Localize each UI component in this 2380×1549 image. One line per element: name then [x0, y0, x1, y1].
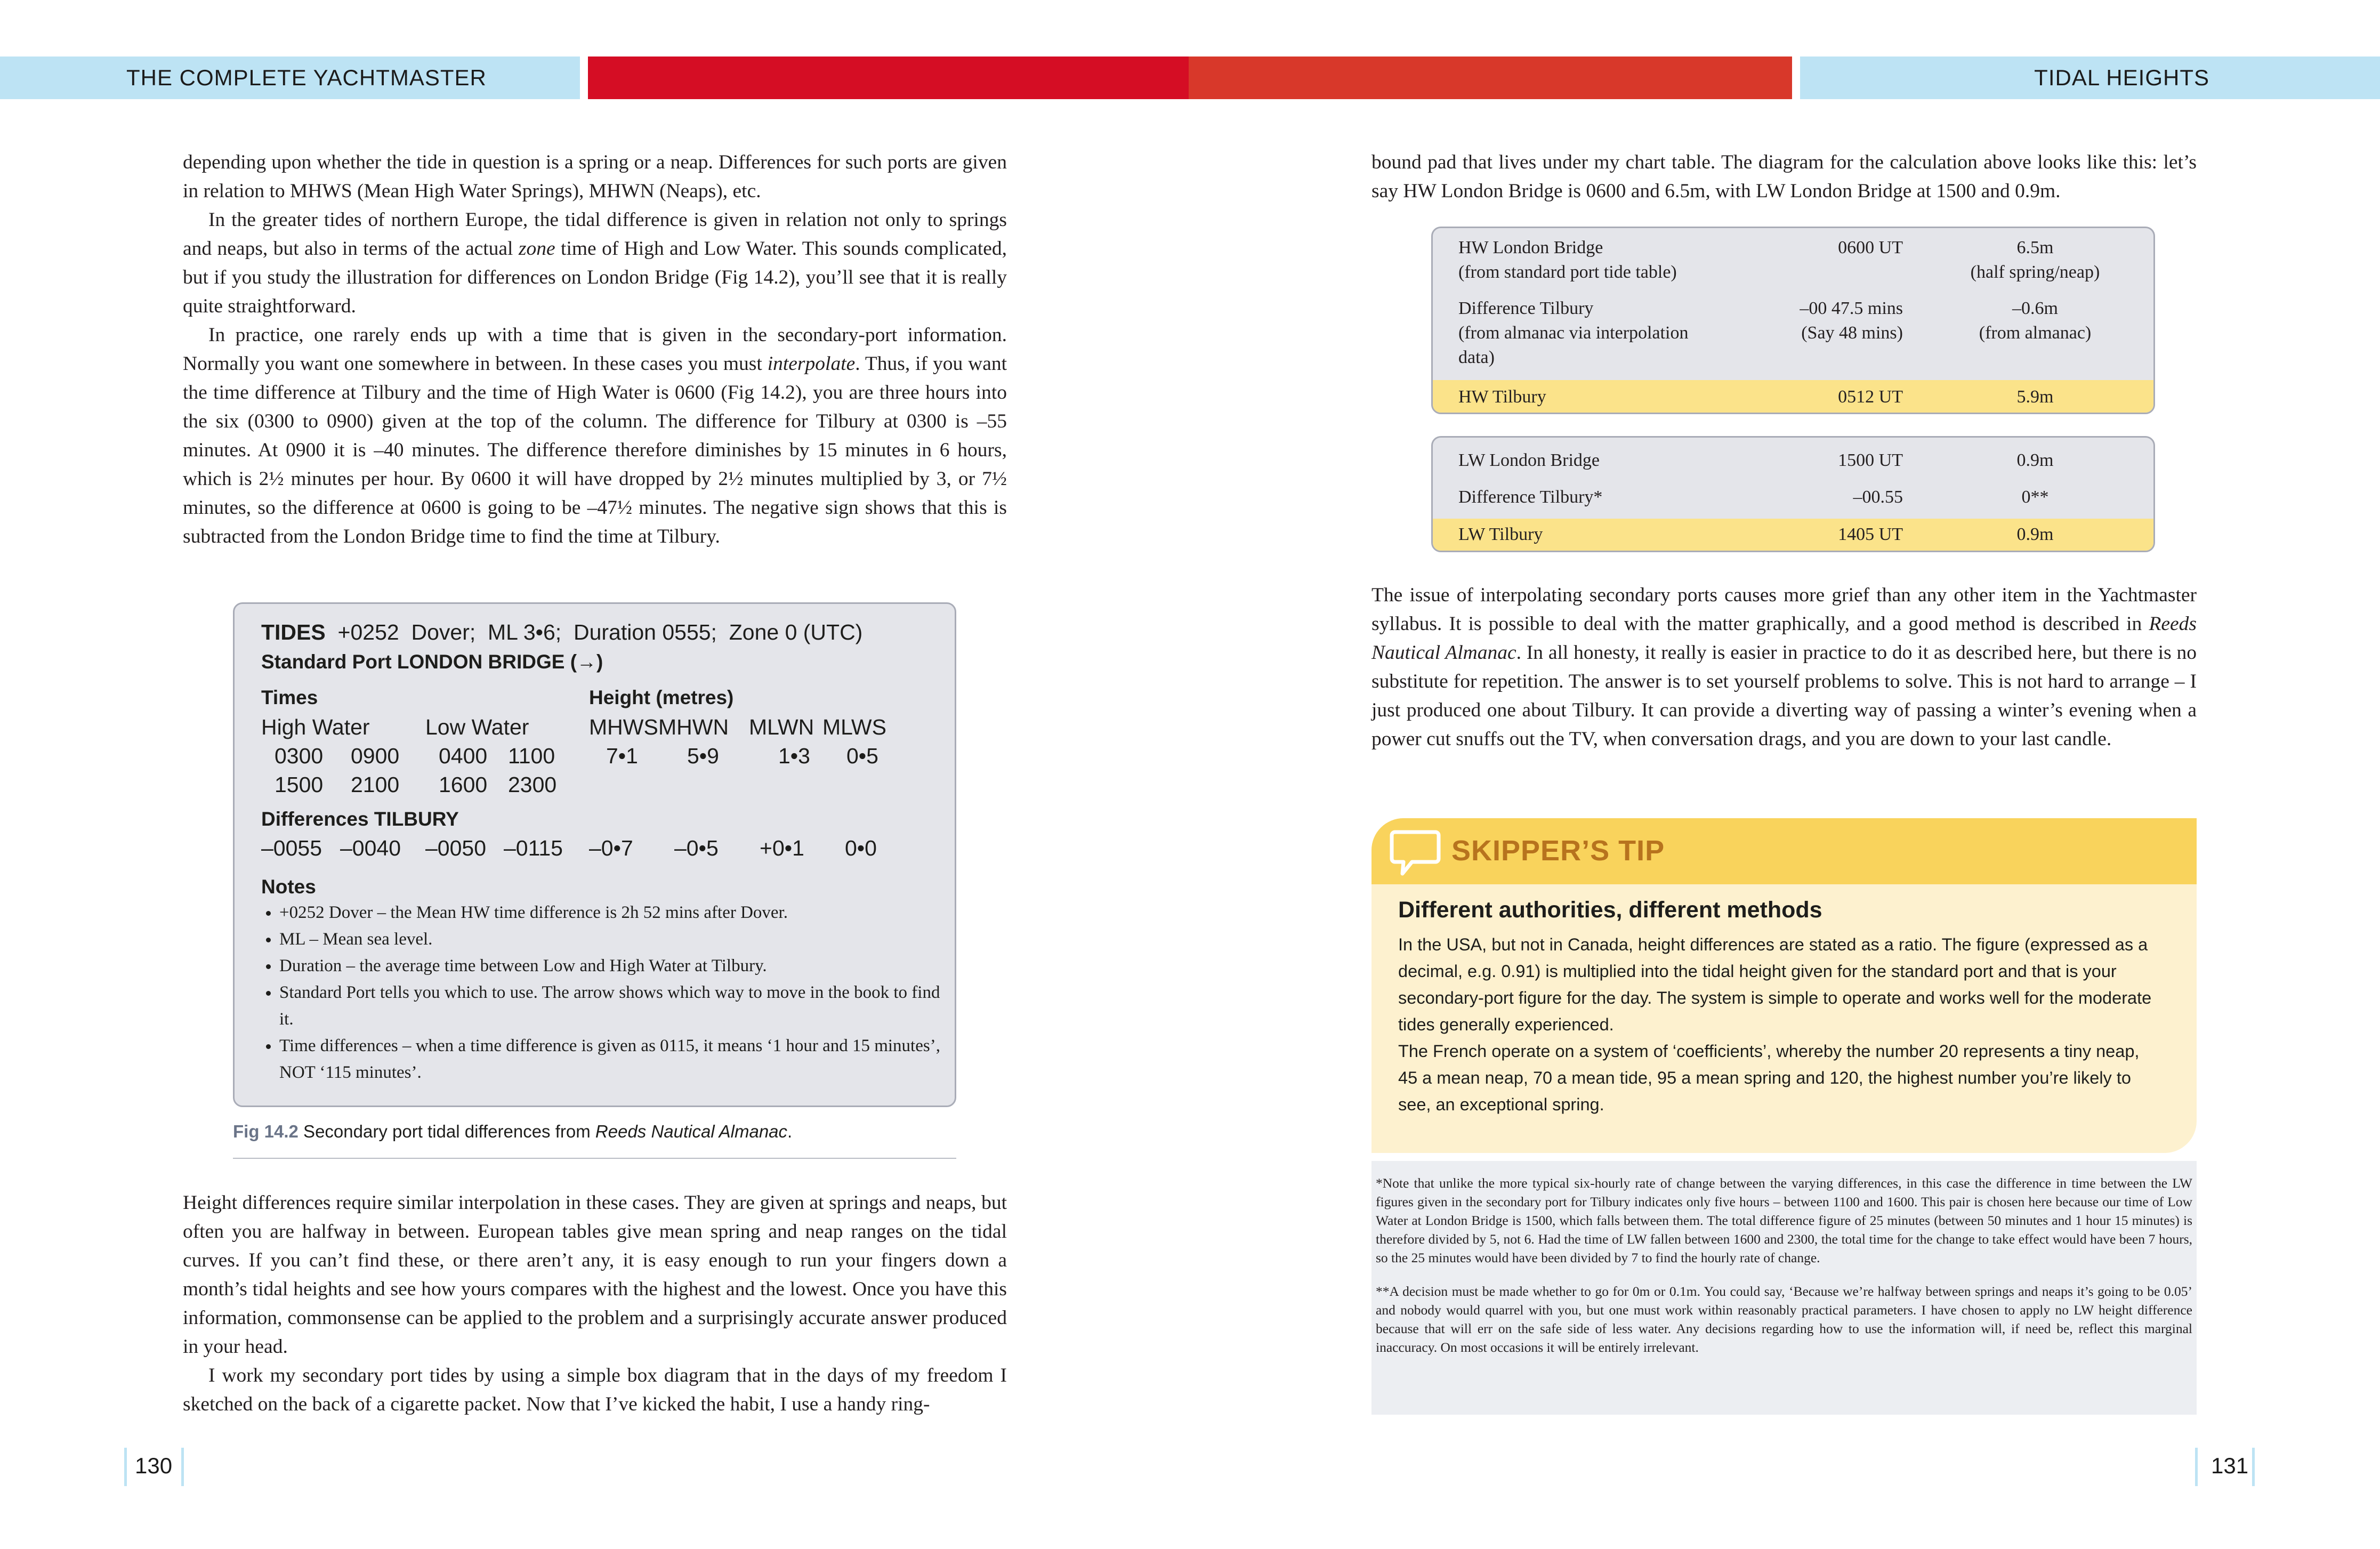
footnote: **A decision must be made whether to go for 0m or 0.1m. You could say, ‘Because we’re halfway between springs and neaps it’s going to be 0.05’ and nobody would quarrel with you, but one must work within reasonably practical parameters. I have chosen to apply no LW height difference because that will err on the safe side of less water. Any decisions regarding how to use the information will, if need be, reflect this marginal inaccuracy. On most occasions it will be entirely irrelevant. — [1376, 1284, 2192, 1355]
skippers-tip-box — [1371, 818, 2197, 1153]
running-head-right: TIDAL HEIGHTS — [2034, 65, 2209, 90]
col-head: MHWN — [658, 715, 729, 739]
running-head-left: THE COMPLETE YACHTMASTER — [126, 65, 487, 90]
height-value: 1•3 — [778, 744, 810, 768]
cell-height: 0** — [2021, 487, 2049, 507]
hw-time: 0900 — [351, 744, 400, 768]
left-column-bottom — [183, 1189, 1007, 1419]
list-item: • Time differences – when a time difference is given as 0115, it means ‘1 hour and 15 minutes’, NOT ‘115 minutes’. — [279, 1032, 940, 1086]
cell-sub: (from almanac via interpolation — [1458, 323, 1689, 343]
low-water-label: Low Water — [425, 715, 529, 739]
cell-sub: data) — [1458, 348, 1495, 367]
lw-time: 1600 — [439, 772, 488, 797]
notes-list — [261, 899, 940, 1086]
paragraph: The issue of interpolating secondary ports causes more grief than any other item in the Yachtmaster syllabus. It is possible to deal with the matter graphically, and a good method is described in Reeds Nautical Almanac. In all honesty, it really is easier in practice to do it as described here, but there is no substitute for repetition. The answer is to set yourself problems to solve. This is not hard to arrange – I just produced one about Tilbury. It can provide a diverting way of passing a winter’s evening when a power cut snuffs out the TV, when conversation drags, and you are down to your last candle. — [1371, 584, 2197, 750]
paragraph: depending upon whether the tide in question is a spring or a neap. Differences for such ports are given in relation to MHWS (Mean High Water Springs), MHWN (Neaps), etc. — [183, 151, 1007, 202]
page-number-right: 131 — [2211, 1453, 2249, 1478]
tides-line: TIDES +0252 Dover; ML 3•6; Duration 0555; Zone 0 (UTC) — [261, 620, 863, 644]
cell-label: LW Tilbury — [1458, 525, 1543, 544]
cell-time: 0512 UT — [1838, 387, 1903, 407]
right-column-intro — [1371, 148, 2197, 206]
height-value: 0•5 — [846, 744, 878, 768]
lw-time: 1100 — [508, 744, 555, 768]
header-band-red — [588, 57, 1189, 99]
differences-label: Differences TILBURY — [261, 808, 459, 830]
diff-height: –0•7 — [589, 836, 633, 860]
cell-time: 1500 UT — [1838, 450, 1903, 470]
cell-time: –00.55 — [1853, 487, 1903, 507]
cell-time: –00 47.5 mins — [1800, 298, 1903, 318]
col-head: MLWS — [822, 715, 886, 739]
hw-time: 1500 — [275, 772, 324, 797]
cell-height: 6.5m — [2016, 238, 2054, 257]
cell-height-sub: (from almanac) — [1979, 323, 2092, 343]
col-head: MHWS — [589, 715, 658, 739]
tip-paragraph: In the USA, but not in Canada, height differences are stated as a ratio. The figure (expressed as a decimal, e.g. 0.91) is multiplied into the tidal height given for the standard port and that is your secondary-port figure for the day. The system is simple to operate and works well for the moderate tides generally experienced. — [1398, 935, 2152, 1034]
figure-caption: Fig 14.2 Secondary port tidal differences from Reeds Nautical Almanac. — [233, 1122, 793, 1141]
footnotes — [1371, 1161, 2197, 1415]
page-number-bar — [2252, 1448, 2255, 1486]
cell-height: –0.6m — [2012, 298, 2058, 318]
cell-time: 1405 UT — [1838, 525, 1903, 544]
speech-bubble-icon — [1390, 829, 1441, 878]
cell-label: LW London Bridge — [1458, 450, 1600, 470]
diff-height: 0•0 — [845, 836, 877, 860]
col-head: MLWN — [749, 715, 814, 739]
diff-time: –0040 — [340, 836, 401, 860]
list-item: • ML – Mean sea level. — [279, 926, 940, 953]
diff-time: –0050 — [425, 836, 487, 860]
height-value: 7•1 — [606, 744, 638, 768]
diff-height: +0•1 — [760, 836, 804, 860]
page-number-bar — [181, 1448, 184, 1486]
cell-time: 0600 UT — [1838, 238, 1903, 257]
hw-time: 0300 — [275, 744, 324, 768]
cell-height: 0.9m — [2016, 525, 2054, 544]
height-value: 5•9 — [687, 744, 719, 768]
tip-title: SKIPPER’S TIP — [1451, 835, 1665, 867]
diff-time: –0115 — [504, 836, 563, 860]
paragraph: Height differences require similar interpolation in these cases. They are given at springs and neaps, but often you are halfway in between. European tables give mean spring and neap ranges on the tidal curves. If you can’t find these, or there aren’t any, it is easy enough to run your fingers down a month’s tidal heights and see how yours compares with the highest and the lowest. Once you have this information, commonsense can be applied to the problem and a surprisingly accurate answer produced in your head. — [183, 1192, 1007, 1358]
caption-divider — [233, 1158, 956, 1159]
lw-calculation-table — [1431, 436, 2155, 552]
cell-height-sub: (half spring/neap) — [1970, 262, 2100, 282]
page-number-bar — [2195, 1448, 2198, 1486]
cell-height: 5.9m — [2016, 387, 2054, 407]
diff-height: –0•5 — [674, 836, 719, 860]
list-item: • Duration – the average time between Low and High Water at Tilbury. — [279, 953, 940, 979]
page-number-left: 130 — [135, 1453, 173, 1478]
tip-heading: Different authorities, different methods — [1398, 897, 1822, 923]
height-label: Height (metres) — [589, 687, 734, 708]
lw-time: 2300 — [508, 772, 557, 797]
hw-calculation-table — [1431, 227, 2155, 414]
tide-differences-figure — [233, 602, 956, 1107]
notes-label: Notes — [261, 876, 316, 898]
tip-paragraph: The French operate on a system of ‘coefficients’, whereby the number 20 represents a tiny neap, 45 a mean neap, 70 a mean tide, 95 a mean spring and 120, the highest number you’re likely to see, an exceptional spring. — [1398, 1042, 2140, 1114]
hw-time: 2100 — [351, 772, 400, 797]
footnote: *Note that unlike the more typical six-hourly rate of change between the varying differences, in this case the difference in time between the LW figures given in the secondary port for Tilbury indicates only five hours – between 1100 and 1600. This pair is chosen here because our time of Low Water at London Bridge is 1500, which falls between them. The total difference figure of 25 minutes (between 50 minutes and 1 hour 15 minutes) is therefore divided by 5, not 6. Had the time of LW fallen between 1600 and 2300, the total time for the change to take effect would have been 7 hours, so the 25 minutes would have been divided by 7 to find the hourly rate of change. — [1376, 1175, 2192, 1265]
cell-sub: (from standard port tide table) — [1458, 262, 1677, 282]
list-item: • +0252 Dover – the Mean HW time difference is 2h 52 mins after Dover. — [279, 899, 940, 926]
paragraph: bound pad that lives under my chart table. The diagram for the calculation above looks like this: let’s say HW London Bridge is 0600 and 6.5m, with LW London Bridge at 1500 and 0.9m. — [1371, 151, 2197, 202]
page-number-bar — [124, 1448, 127, 1486]
paragraph: In practice, one rarely ends up with a time that is given in the secondary-port information. Normally you want one somewhere in between. In these cases you must interpolate. Thus, if you want the time difference at Tilbury and the time of High Water is 0600 (Fig 14.2), you are three hours into the six (0300 to 0900) given at the top of the column. The difference for Tilbury at 0300 is –55 minutes. At 0900 it is –40 minutes. The difference therefore diminishes by 15 minutes in 6 hours, which is 2½ minutes per hour. By 0600 it will have dropped by 2½ minutes multiplied by 3, or 7½ minutes, so the difference at 0600 is going to be –47½ minutes. The negative sign shows that this is subtracted from the London Bridge time to find the time at Tilbury. — [183, 324, 1007, 547]
list-item: • Standard Port tells you which to use. The arrow shows which way to move in the book to find it. — [279, 979, 940, 1032]
right-column-body — [1371, 581, 2197, 754]
lw-time: 0400 — [439, 744, 488, 768]
standard-port: Standard Port LONDON BRIDGE (→) — [261, 651, 603, 673]
left-column-top — [183, 148, 1007, 551]
diff-time: –0055 — [261, 836, 322, 860]
paragraph: In the greater tides of northern Europe, the tidal difference is given in relation not only to springs and neaps, but also in terms of the actual zone time of High and Low Water. This sounds complicated, but if you study the illustration for differences on London Bridge (Fig 14.2), you’ll see that it is really quite straightforward. — [183, 209, 1007, 317]
cell-time-sub: (Say 48 mins) — [1801, 323, 1903, 343]
header-band-orange — [1189, 57, 1792, 99]
paragraph: I work my secondary port tides by using a simple box diagram that in the days of my freedom I sketched on the back of a cigarette packet. Now that I’ve kicked the habit, I use a handy ring- — [183, 1365, 1007, 1415]
high-water-label: High Water — [261, 715, 370, 739]
tip-body — [1398, 931, 2160, 1118]
cell-label: Difference Tilbury* — [1458, 487, 1603, 507]
cell-label: HW Tilbury — [1458, 387, 1546, 407]
cell-height: 0.9m — [2016, 450, 2054, 470]
times-label: Times — [261, 687, 318, 708]
cell-label: Difference Tilbury — [1458, 298, 1594, 318]
cell-label: HW London Bridge — [1458, 238, 1603, 257]
